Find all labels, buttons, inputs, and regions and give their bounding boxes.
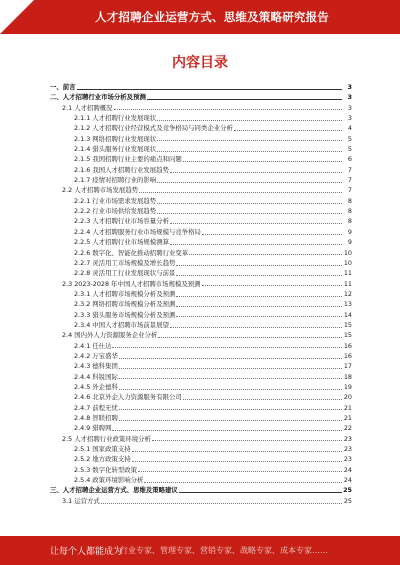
toc-entry-label: 2.1.3 网络招聘行业发展现状 bbox=[74, 134, 157, 143]
toc-entry-label: 2.4.2 万宝盛华 bbox=[74, 351, 118, 360]
toc-entry[interactable] bbox=[50, 134, 352, 144]
toc-leader-dots bbox=[112, 430, 342, 431]
toc-leader-dots bbox=[157, 182, 342, 183]
toc-entry[interactable] bbox=[50, 413, 352, 423]
toc-leader-dots bbox=[157, 140, 342, 141]
toc-leader-dots bbox=[119, 389, 342, 390]
toc-leader-dots bbox=[138, 471, 342, 472]
toc-leader-dots bbox=[114, 109, 342, 110]
toc-leader-dots bbox=[202, 234, 342, 235]
toc-entry[interactable] bbox=[50, 444, 352, 454]
toc-entry-label: 2.2.4 人才招聘服务行业市场规模与竞争格局 bbox=[74, 227, 201, 236]
toc-leader-dots bbox=[176, 306, 342, 307]
toc-leader-dots bbox=[157, 203, 342, 204]
toc-entry-label: 2.4.3 德科集团 bbox=[74, 362, 118, 371]
toc-entry-page: 7 bbox=[347, 165, 352, 174]
toc-entry-label: 2.2.6 数字化、智能化推动招聘行业变革 bbox=[74, 248, 189, 257]
toc-entry-page: 9 bbox=[347, 227, 352, 236]
toc-entry[interactable] bbox=[50, 320, 352, 330]
toc-entry[interactable] bbox=[50, 289, 352, 299]
toc-leader-dots bbox=[152, 440, 342, 441]
toc-entry[interactable] bbox=[50, 258, 352, 268]
toc-entry-page: 25 bbox=[343, 486, 352, 495]
toc-entry-label: 2.1.4 猎头服务行业发展现状 bbox=[74, 145, 157, 154]
toc-entry-page: 18 bbox=[343, 372, 352, 381]
toc-entry-page: 23 bbox=[343, 434, 352, 443]
toc-leader-dots bbox=[189, 254, 342, 255]
toc-entry-label: 2.5.4 政策环境影响分析 bbox=[74, 476, 144, 485]
toc-entry-page: 13 bbox=[343, 300, 352, 309]
toc-entry-page: 17 bbox=[343, 362, 352, 371]
toc-entry-page: 3 bbox=[347, 103, 352, 112]
toc-leader-dots bbox=[132, 461, 342, 462]
toc-leader-dots bbox=[179, 492, 342, 493]
toc-entry-label: 2.2 人才招聘市场发展趋势 bbox=[62, 186, 139, 195]
toc-entry-label: 三、人才招聘企业运营方式、思维及策略建议 bbox=[50, 486, 178, 495]
toc-entry[interactable] bbox=[50, 185, 352, 195]
toc-entry[interactable] bbox=[50, 434, 352, 444]
toc-entry[interactable] bbox=[50, 403, 352, 413]
toc-entry-page: 14 bbox=[343, 310, 352, 319]
toc-entry-page: 12 bbox=[343, 289, 352, 298]
toc-entry-label: 2.1.6 我国人才招聘行业发展趋势 bbox=[74, 165, 169, 174]
table-of-contents bbox=[50, 82, 352, 506]
page-footer bbox=[0, 536, 400, 565]
toc-entry-label: 2.5.3 数字化转型政策 bbox=[74, 465, 138, 474]
toc-entry[interactable] bbox=[50, 496, 352, 506]
toc-entry-label: 一、前言 bbox=[50, 83, 76, 91]
toc-leader-dots bbox=[202, 285, 342, 286]
toc-entry-page: 15 bbox=[343, 320, 352, 329]
toc-leader-dots bbox=[157, 151, 342, 152]
toc-leader-dots bbox=[112, 347, 342, 348]
toc-entry-label: 2.3.1 人才招聘市场规模分析及预测 bbox=[74, 289, 176, 298]
toc-entry-label: 2.2.2 行业市场供给发展趋势 bbox=[74, 207, 157, 216]
toc-entry-page: 3 bbox=[347, 114, 352, 123]
toc-entry-label: 2.4 国内外人力资源服务企业分析 bbox=[62, 331, 158, 340]
toc-entry-label: 2.5 人才招聘行业政策环境分析 bbox=[62, 434, 151, 443]
toc-entry[interactable] bbox=[50, 248, 352, 258]
toc-leader-dots bbox=[157, 120, 342, 121]
toc-entry[interactable] bbox=[50, 485, 352, 495]
toc-entry-page: 4 bbox=[347, 124, 352, 133]
toc-entry-page: 15 bbox=[343, 331, 352, 340]
toc-entry[interactable] bbox=[50, 227, 352, 237]
toc-entry-page: 16 bbox=[343, 351, 352, 360]
toc-entry[interactable] bbox=[50, 382, 352, 392]
toc-leader-dots bbox=[234, 130, 342, 131]
toc-entry[interactable] bbox=[50, 465, 352, 475]
toc-leader-dots bbox=[139, 192, 342, 193]
toc-entry[interactable] bbox=[50, 206, 352, 216]
header-corner-fold bbox=[0, 0, 34, 34]
toc-entry-page: 11 bbox=[343, 279, 352, 288]
toc-leader-dots bbox=[147, 99, 342, 100]
toc-leader-dots bbox=[170, 244, 342, 245]
toc-entry-page: 10 bbox=[343, 258, 352, 267]
toc-leader-dots bbox=[157, 213, 342, 214]
toc-entry[interactable] bbox=[50, 299, 352, 309]
toc-entry[interactable] bbox=[50, 103, 352, 113]
footer-expertise-list: 行业专家、管理专家、营销专家、战略专家、成本专家…… bbox=[120, 546, 328, 555]
toc-entry-label: 2.2.5 人才招聘行业市场规模测算 bbox=[74, 238, 169, 247]
toc-entry-label: 2.2.8 灵活用工行业发展现状与前景 bbox=[74, 269, 176, 278]
toc-entry-page: 11 bbox=[343, 269, 352, 278]
toc-entry-page: 5 bbox=[347, 134, 352, 143]
toc-entry[interactable] bbox=[50, 351, 352, 361]
toc-entry-label: 2.4.5 外企德科 bbox=[74, 382, 118, 391]
toc-entry-label: 2.1.2 人才招聘行业经营模式及竞争格局与同类企业分析 bbox=[74, 124, 233, 133]
toc-entry[interactable] bbox=[50, 392, 352, 402]
toc-entry[interactable] bbox=[50, 423, 352, 433]
toc-entry[interactable] bbox=[50, 279, 352, 289]
toc-entry-page: 8 bbox=[347, 196, 352, 205]
toc-leader-dots bbox=[119, 378, 342, 379]
toc-leader-dots bbox=[170, 327, 342, 328]
toc-entry-page: 20 bbox=[343, 393, 352, 402]
toc-entry-page: 16 bbox=[343, 341, 352, 350]
toc-entry-label: 2.4.9 猎聘网 bbox=[74, 424, 112, 433]
toc-entry-page: 7 bbox=[347, 176, 352, 185]
toc-entry-page: 10 bbox=[343, 248, 352, 257]
toc-entry-label: 2.3 2023-2028 年中国人才招聘市场规模及预测 bbox=[62, 279, 201, 288]
toc-leader-dots bbox=[183, 161, 342, 162]
toc-entry-page: 22 bbox=[343, 424, 352, 433]
toc-entry-label: 2.3.2 网络招聘市场规模分析及预测 bbox=[74, 300, 176, 309]
toc-entry[interactable] bbox=[50, 330, 352, 340]
toc-entry-label: 2.1.5 我国招聘行业主要的痛点和问题 bbox=[74, 155, 182, 164]
toc-entry-label: 2.4.8 智联招聘 bbox=[74, 414, 118, 422]
toc-entry-page: 21 bbox=[343, 403, 352, 412]
footer-slogan: 让每个人都能成为 bbox=[50, 547, 123, 557]
toc-heading: 内容目录 bbox=[172, 55, 228, 71]
toc-entry-label: 2.2.7 灵活用工市场规模及增长趋势 bbox=[74, 258, 176, 267]
toc-entry-page: 9 bbox=[347, 238, 352, 247]
toc-entry-page: 23 bbox=[343, 455, 352, 464]
toc-entry-page: 8 bbox=[347, 217, 352, 226]
toc-entry[interactable] bbox=[50, 165, 352, 175]
toc-entry-label: 2.5.2 地方政策支持 bbox=[74, 455, 131, 464]
toc-entry[interactable] bbox=[50, 310, 352, 320]
toc-entry[interactable] bbox=[50, 361, 352, 371]
toc-entry-label: 2.4.6 北京外企人力资源服务有限公司 bbox=[74, 393, 182, 402]
toc-leader-dots bbox=[176, 296, 342, 297]
toc-leader-dots bbox=[170, 223, 342, 224]
toc-entry-label: 2.1 人才招聘概况 bbox=[62, 103, 113, 112]
toc-entry-page: 25 bbox=[343, 496, 352, 505]
toc-entry-page: 24 bbox=[343, 465, 352, 474]
toc-entry[interactable] bbox=[50, 454, 352, 464]
toc-leader-dots bbox=[119, 409, 342, 410]
page-header bbox=[0, 0, 400, 34]
toc-leader-dots bbox=[176, 275, 342, 276]
toc-entry-label: 3.1 运营方式 bbox=[62, 496, 100, 505]
toc-leader-dots bbox=[158, 337, 342, 338]
toc-entry-label: 2.2.1 行业市场需求发展趋势 bbox=[74, 196, 157, 205]
toc-leader-dots bbox=[77, 89, 342, 90]
toc-leader-dots bbox=[119, 420, 342, 421]
toc-entry[interactable] bbox=[50, 196, 352, 206]
toc-entry-page: 24 bbox=[343, 476, 352, 485]
toc-entry-label: 二、人才招聘行业市场分析及预测 bbox=[50, 93, 146, 102]
toc-entry-label: 2.5.1 国家政策支持 bbox=[74, 445, 131, 454]
toc-entry-label: 2.4.1 任仕达 bbox=[74, 341, 112, 350]
toc-entry[interactable] bbox=[50, 113, 352, 123]
toc-entry[interactable] bbox=[50, 154, 352, 164]
toc-entry[interactable] bbox=[50, 216, 352, 226]
report-title: 人才招聘企业运营方式、思维及策略研究报告 bbox=[95, 10, 329, 24]
toc-entry[interactable] bbox=[50, 92, 352, 102]
toc-leader-dots bbox=[119, 358, 342, 359]
toc-entry[interactable] bbox=[50, 341, 352, 351]
toc-entry-page: 6 bbox=[347, 155, 352, 164]
toc-entry[interactable] bbox=[50, 175, 352, 185]
toc-leader-dots bbox=[132, 451, 342, 452]
toc-entry[interactable] bbox=[50, 123, 352, 133]
toc-leader-dots bbox=[170, 172, 342, 173]
toc-leader-dots bbox=[101, 503, 342, 504]
toc-entry-page: 3 bbox=[347, 93, 352, 102]
toc-entry[interactable] bbox=[50, 237, 352, 247]
toc-entry-page: 19 bbox=[343, 382, 352, 391]
toc-entry-label: 2.1.7 疫情对招聘行业的影响 bbox=[74, 176, 157, 185]
toc-entry-page: 7 bbox=[347, 186, 352, 195]
toc-entry-page: 8 bbox=[347, 207, 352, 216]
toc-entry-label: 2.3.4 中国人才招聘市场前景展望 bbox=[74, 320, 169, 329]
toc-entry[interactable] bbox=[50, 372, 352, 382]
toc-leader-dots bbox=[183, 399, 342, 400]
toc-entry[interactable] bbox=[50, 144, 352, 154]
toc-entry-label: 2.4.7 前程无忧 bbox=[74, 403, 118, 412]
toc-entry-page: 23 bbox=[343, 445, 352, 454]
toc-entry[interactable] bbox=[50, 475, 352, 485]
toc-leader-dots bbox=[119, 368, 342, 369]
toc-entry-label: 2.3.3 猎头服务市场规模分析及预测 bbox=[74, 310, 176, 319]
toc-entry[interactable] bbox=[50, 82, 352, 92]
toc-entry-page: 21 bbox=[343, 414, 352, 422]
toc-entry-page: 3 bbox=[347, 83, 352, 91]
toc-leader-dots bbox=[144, 482, 342, 483]
toc-leader-dots bbox=[176, 316, 342, 317]
toc-entry[interactable] bbox=[50, 268, 352, 278]
toc-entry-label: 2.1.1 人才招聘行业发展现状 bbox=[74, 114, 157, 123]
toc-entry-label: 2.2.3 人才招聘行业市场容量分析 bbox=[74, 217, 169, 226]
toc-entry-page: 5 bbox=[347, 145, 352, 154]
toc-entry-label: 2.4.4 科锐国际 bbox=[74, 372, 118, 381]
toc-leader-dots bbox=[176, 265, 342, 266]
